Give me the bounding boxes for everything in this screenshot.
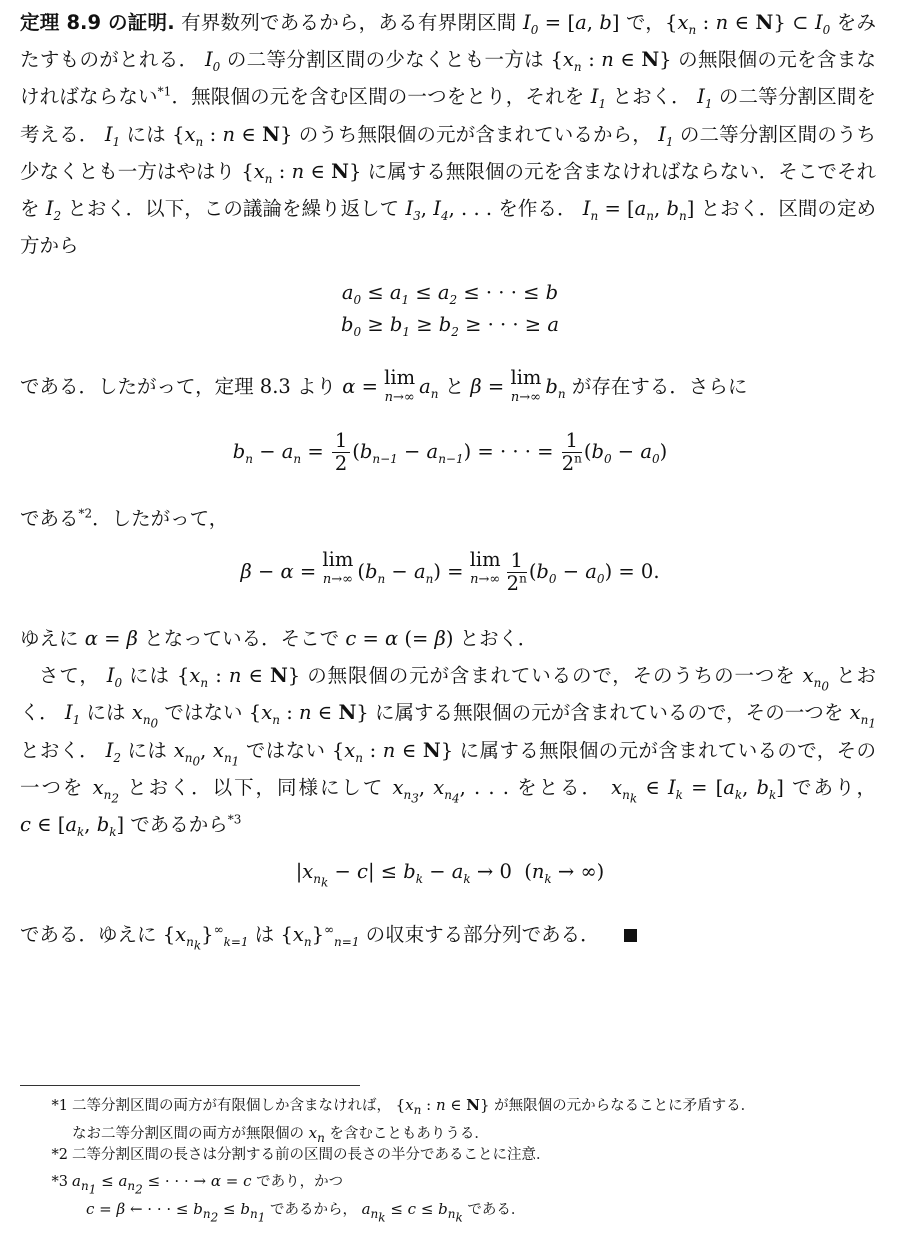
math: {$x_n$ : n ∈ N} xyxy=(395,1096,490,1117)
text: であるから， xyxy=(269,1202,357,1218)
text: の無限個の元を含まなければならない xyxy=(20,48,877,109)
text: である xyxy=(20,507,79,530)
math: {$x_n$ : n ∈ N} xyxy=(550,48,672,75)
math: $I_1$ xyxy=(64,701,81,728)
text: をとる． xyxy=(517,775,603,799)
text: には xyxy=(127,738,168,762)
footnote-3 xyxy=(40,1168,880,1224)
text: の収束する部分列である． xyxy=(365,923,600,946)
text: であるから xyxy=(130,813,228,837)
footnote-rule xyxy=(20,1085,360,1086)
math: $x_{n_k}$ ∈ $I_k = [a_k$, $b_k$] xyxy=(611,775,784,806)
math: c = α (= β) xyxy=(345,627,454,650)
text: には xyxy=(129,664,170,688)
text: には xyxy=(86,701,126,725)
math: $I_0$ xyxy=(204,48,221,75)
math: $x_{n_1}$ xyxy=(849,701,876,731)
display-bound xyxy=(0,860,900,890)
math: {$x_n$ : n ∈ N} xyxy=(172,122,293,149)
math: $I_2$ xyxy=(45,197,62,223)
text: さて， xyxy=(39,664,100,688)
math: {$x_n$ : n ∈ N} xyxy=(331,738,454,765)
text: に属する無限個の元を含まなければならない．そこでそれを xyxy=(20,159,877,221)
footnote-2 xyxy=(40,1142,880,1169)
proof-paragraph-2 xyxy=(20,368,876,408)
text: であり， xyxy=(792,775,876,799)
math: {$x_n$ : n ∈ N} ⊂ $I_0$ xyxy=(665,11,831,37)
text: を作る． xyxy=(498,197,577,221)
proof-paragraph-6 xyxy=(20,916,876,953)
inequality-a: $a_0 \le a_1 \le a_2$ ≤ · · · ≤ b xyxy=(341,281,559,307)
text: とおく． xyxy=(20,664,876,725)
math: $|x_{n_k} - c| \le b_k - a_k \to 0$ ($n_k$ → ∞) xyxy=(295,860,605,890)
math: $I_3$, $I_4$, . . . xyxy=(405,197,493,223)
text: は xyxy=(254,923,275,946)
math: $x_{n_0}$, $x_{n_1}$ xyxy=(173,738,240,768)
math: c ∈ [$a_k$, $b_k$] xyxy=(20,813,125,839)
display-inequalities xyxy=(0,277,900,341)
text: 二等分割区間の両方が有限個しか含まなければ， xyxy=(72,1098,391,1114)
text: を含むこともありうる． xyxy=(329,1126,489,1142)
footnote-mark: *3 xyxy=(51,1174,68,1190)
text: とおく．区間の定め方から xyxy=(20,197,877,258)
math: $x_n$ xyxy=(308,1124,325,1145)
text: であり，かつ xyxy=(256,1174,344,1190)
math: $b_n - a_n$ = $\frac{1}{2}$ $(b_{n-1} - a_{n-1})$ = · · · = $\frac{1}{2^n}$ $(b_0 - a_0)$ xyxy=(232,429,668,475)
text: とおく． xyxy=(612,85,691,109)
text: が無限個の元からなることに矛盾する． xyxy=(494,1098,756,1114)
footnote-mark: *2 xyxy=(51,1147,68,1163)
math: α = lim n→∞ $a_n$ xyxy=(342,366,439,405)
math: β − α = lim n→∞ $(b_n - a_n) = \lim$ n→∞ $\frac{1}{2^n}$ $(b_0 - a_0) = 0$. xyxy=(240,548,660,595)
math: α = β xyxy=(84,627,138,650)
footnote-ref-2: *2 xyxy=(78,506,93,521)
text: の二等分割区間のうち少なくとも一方はやはり xyxy=(20,122,876,183)
text: で， xyxy=(625,11,666,34)
text: なお二等分割区間の両方が無限個の xyxy=(72,1126,304,1142)
text: に属する無限個の元が含まれているので，その一つを xyxy=(20,738,876,799)
text: とおく．以下，同様にして xyxy=(127,775,385,799)
footnote-1 xyxy=(40,1092,880,1148)
math: $a_{n_1} \le a_{n_2}$ ≤ · · · → α = c xyxy=(72,1172,252,1197)
text: ではない xyxy=(164,701,243,725)
math: $x_{n_3}$, $x_{n_4}$, . . . xyxy=(392,775,509,806)
math: $I_2$ xyxy=(105,738,121,765)
math: {$x_n$ : n ∈ N} xyxy=(248,701,369,728)
math: $\{x_{n_k}\}^\infty_{k=1}$ xyxy=(162,922,249,953)
footnote-mark: *1 xyxy=(51,1098,68,1114)
text: ゆえに xyxy=(20,627,79,650)
text: の二等分割区間を考える． xyxy=(20,85,877,146)
proof-paragraph-4 xyxy=(20,620,876,843)
math: $x_{n_2}$ xyxy=(92,775,119,806)
proof-paragraph-1 xyxy=(20,4,876,264)
text: ではない xyxy=(245,738,326,762)
math: β = lim n→∞ $b_n$ xyxy=(470,366,566,405)
math: $I_1$ xyxy=(590,85,607,112)
text: とおく． xyxy=(20,738,100,762)
text: をみたすものがとれる． xyxy=(20,11,876,72)
text: には xyxy=(126,122,166,146)
proof-paragraph-3 xyxy=(20,500,876,537)
text: の無限個の元が含まれているので，そのうちの一つを xyxy=(307,664,796,688)
inequality-b: $b_0 \ge b_1 \ge b_2$ ≥ · · · ≥ a xyxy=(341,313,559,339)
math: $\{x_n\}^\infty_{n=1}$ xyxy=(280,922,360,949)
math: $I_0$ xyxy=(106,664,123,691)
display-limit xyxy=(0,550,900,595)
text: 有界数列であるから，ある有界閉区間 xyxy=(181,11,517,34)
math: $x_{n_0}$ xyxy=(131,701,159,731)
text: となっている．そこで xyxy=(144,627,340,650)
text: ．無限個の元を含む区間の一つをとり，それを xyxy=(171,85,585,109)
text: である． xyxy=(467,1202,526,1218)
math: $a_{n_k} \le c \le b_{n_k}$ xyxy=(361,1200,463,1225)
math: {$x_n$ : n ∈ N} xyxy=(241,159,362,186)
math: $I_1$ xyxy=(104,122,121,149)
footnote-ref-1: *1 xyxy=(157,84,172,99)
text: とおく．以下，この議論を繰り返して xyxy=(67,197,400,221)
text: ．したがって， xyxy=(92,507,229,530)
text: とおく． xyxy=(459,627,538,650)
text: である．したがって，定理 8.3 より xyxy=(20,375,337,398)
theorem-label: 定理 8.9 の証明. xyxy=(20,11,175,34)
math: $I_1$ xyxy=(697,85,713,112)
text: のうち無限個の元が含まれているから， xyxy=(298,122,652,146)
math: $x_{n_0}$ xyxy=(802,664,830,694)
qed-square-icon xyxy=(624,929,637,942)
display-difference xyxy=(0,430,900,475)
text: である．ゆえに xyxy=(20,923,157,946)
proof-paragraph-5 xyxy=(20,657,876,843)
text: が存在する．さらに xyxy=(571,375,748,398)
text: に属する無限個の元が含まれているので，その一つを xyxy=(374,701,844,725)
footnote-ref-3: *3 xyxy=(227,812,242,827)
math: c = β ← · · · ≤ $b_{n_2} \le b_{n_1}$ xyxy=(86,1200,266,1225)
math: $I_0 = [a$, b] xyxy=(522,11,620,37)
math: $I_n = [a_n$, $b_n$] xyxy=(582,197,695,223)
text: と xyxy=(444,375,465,398)
text: 二等分割区間の長さは分割する前の区間の長さの半分であることに注意． xyxy=(72,1147,551,1163)
math: {$x_n$ : n ∈ N} xyxy=(176,664,301,691)
text: の二等分割区間の少なくとも一方は xyxy=(226,48,544,72)
math: $I_1$ xyxy=(658,122,674,149)
